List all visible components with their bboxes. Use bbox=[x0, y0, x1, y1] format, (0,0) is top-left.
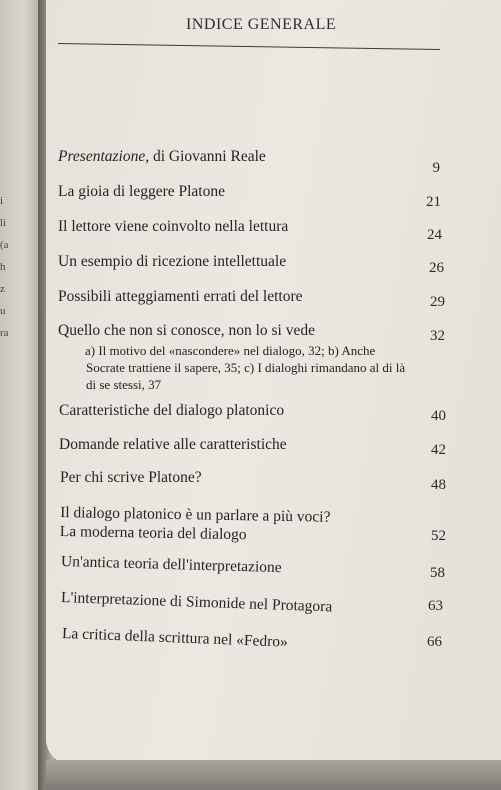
toc-entry-title: L'interpretazione di Simonide nel Protagora bbox=[60, 589, 333, 616]
toc-entry bbox=[60, 504, 331, 546]
toc-entry-title: Per chi scrive Platone? bbox=[60, 469, 202, 486]
toc-page-number: 40 bbox=[431, 408, 446, 424]
toc-page-number: 21 bbox=[426, 194, 441, 210]
facing-page-text: i li (a h z u ra bbox=[0, 195, 9, 339]
toc-entry bbox=[58, 148, 266, 166]
toc-entry bbox=[59, 402, 284, 420]
toc-page-number: 9 bbox=[432, 160, 440, 176]
toc-entry bbox=[62, 625, 288, 652]
toc-page-number: 48 bbox=[431, 477, 446, 493]
toc-page-number: 58 bbox=[430, 565, 445, 581]
toc-page-number: 42 bbox=[431, 442, 446, 458]
toc-entry bbox=[58, 288, 303, 306]
toc-entry-title: La critica della scrittura nel «Fedro» bbox=[61, 625, 289, 651]
toc-entry-title: Possibili atteggiamenti errati del lettore bbox=[58, 288, 303, 305]
toc-entry-title: Domande relative alle caratteristiche bbox=[59, 436, 287, 453]
toc-entry bbox=[60, 469, 202, 487]
toc-entry bbox=[58, 218, 288, 236]
toc-entry-title-line2: La moderna teoria del dialogo bbox=[59, 522, 247, 544]
toc-entry bbox=[61, 553, 282, 577]
toc-entry bbox=[58, 322, 405, 392]
toc-entry-title: Un esempio di ricezione intellettuale bbox=[58, 253, 287, 270]
toc-page-number: 26 bbox=[429, 260, 444, 276]
toc-entry-title: La gioia di leggere Platone bbox=[58, 183, 225, 200]
toc-page-number: 66 bbox=[427, 634, 442, 650]
toc-entry bbox=[61, 589, 333, 616]
toc-entry bbox=[59, 436, 287, 454]
toc-entry bbox=[58, 183, 225, 201]
toc-entry-title: Il dialogo platonico è un parlare a più voci? bbox=[60, 504, 331, 526]
toc-entry-title: Caratteristiche del dialogo platonico bbox=[59, 402, 285, 419]
toc-page-number: 29 bbox=[430, 294, 445, 310]
toc-entry-title: Il lettore viene coinvolto nella lettura bbox=[58, 218, 289, 235]
toc-page-number: 24 bbox=[427, 227, 442, 243]
toc-entry-subtopics: a) Il motivo del «nascondere» nel dialogo, 32; b) Anche bbox=[85, 343, 376, 358]
toc-entry-title: Quello che non si conosce, non lo si vede bbox=[58, 322, 315, 339]
toc-entry bbox=[58, 253, 286, 271]
toc-entry-title: Un'antica teoria dell'interpretazione bbox=[60, 553, 282, 577]
toc-page-number: 63 bbox=[428, 598, 443, 614]
toc-entry-title: Presentazione, di Giovanni Reale bbox=[58, 148, 266, 165]
toc-entry-subtopics: Socrate trattiene il sapere, 35; c) I dialoghi rimandano al di là bbox=[86, 360, 406, 375]
toc-page-number: 32 bbox=[430, 328, 445, 344]
toc-entry-subtopics: di se stessi, 37 bbox=[86, 377, 162, 392]
toc-page-number: 52 bbox=[431, 528, 446, 544]
running-header: INDICE GENERALE bbox=[186, 16, 337, 33]
